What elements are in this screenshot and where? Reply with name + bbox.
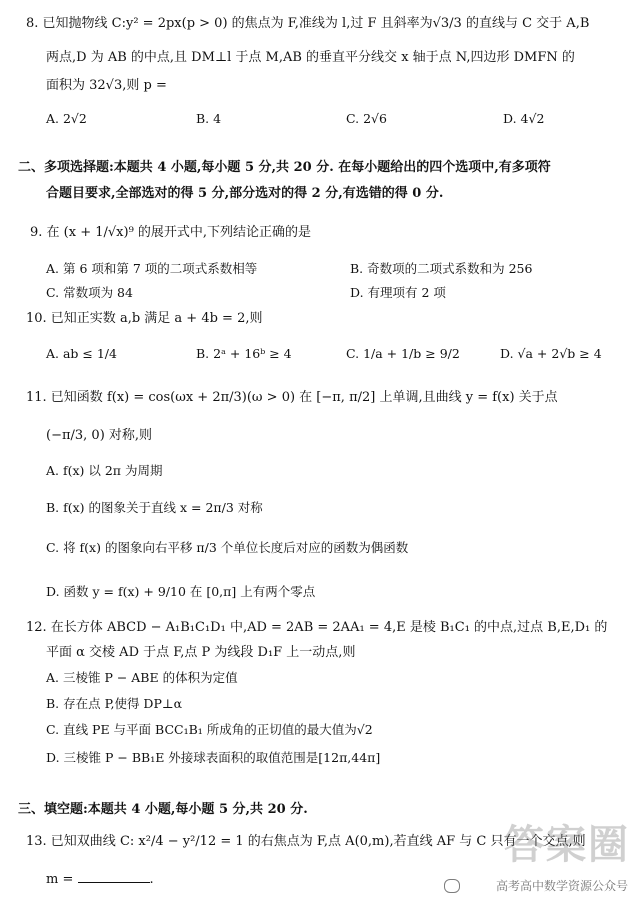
q11-option-c: C. 将 f(x) 的图象向右平移 π/3 个单位长度后对应的函数为偶函数 [46, 540, 409, 555]
q8-line2: 两点,D 为 AB 的中点,且 DM⊥l 于点 M,AB 的垂直平分线交 x 轴于点 N,四边形 DMFN 的 [46, 50, 575, 65]
section2-heading-line1: 二、多项选择题:本题共 4 小题,每小题 5 分,共 20 分. 在每小题给出的四个选项中,有多项符 [18, 160, 551, 175]
q12-option-b: B. 存在点 P,使得 DP⊥α [46, 696, 183, 711]
section3-heading: 三、填空题:本题共 4 小题,每小题 5 分,共 20 分. [18, 802, 308, 817]
q8-option-a: A. 2√2 [46, 111, 87, 126]
q11-line1: 11. 已知函数 f(x) = cos(ωx + 2π/3)(ω > 0) 在 [−π, π/2] 上单调,且曲线 y = f(x) 关于点 [26, 390, 558, 405]
q10-option-c: C. 1/a + 1/b ≥ 9/2 [346, 346, 460, 361]
q8-option-d: D. 4√2 [503, 111, 545, 126]
q10-option-d: D. √a + 2√b ≥ 4 [500, 346, 602, 361]
q13-line1: 13. 已知双曲线 C: x²/4 − y²/12 = 1 的右焦点为 F,点 A(0,m),若直线 AF 与 C 只有一个交点,则 [26, 834, 586, 849]
q10-stem: 10. 已知正实数 a,b 满足 a + 4b = 2,则 [26, 311, 263, 326]
watermark [412, 817, 632, 897]
q13-answer-line: m = . [46, 872, 154, 887]
q13-answer-blank [78, 870, 150, 883]
q12-option-a: A. 三棱锥 P − ABE 的体积为定值 [46, 670, 238, 685]
q8-option-c: C. 2√6 [346, 111, 387, 126]
q9-option-a: A. 第 6 项和第 7 项的二项式系数相等 [46, 261, 258, 276]
q9-option-c: C. 常数项为 84 [46, 285, 133, 300]
q11-option-d: D. 函数 y = f(x) + 9/10 在 [0,π] 上有两个零点 [46, 584, 316, 599]
q8-line3: 面积为 32√3,则 p = [46, 78, 167, 93]
q12-option-c: C. 直线 PE 与平面 BCC₁B₁ 所成角的正切值的最大值为√2 [46, 722, 373, 737]
q10-option-b: B. 2ᵃ + 16ᵇ ≥ 4 [196, 346, 292, 361]
q11-option-b: B. f(x) 的图象关于直线 x = 2π/3 对称 [46, 500, 263, 515]
q12-option-d: D. 三棱锥 P − BB₁E 外接球表面积的取值范围是[12π,44π] [46, 750, 381, 765]
section2-heading-line2: 合题目要求,全部选对的得 5 分,部分选对的得 2 分,有选错的得 0 分. [46, 186, 444, 201]
q8-line1: 8. 已知抛物线 C:y² = 2px(p > 0) 的焦点为 F,准线为 l,过 F 且斜率为√3/3 的直线与 C 交于 A,B [26, 16, 590, 31]
q9-option-d: D. 有理项有 2 项 [350, 285, 446, 300]
q11-option-a: A. f(x) 以 2π 为周期 [46, 463, 163, 478]
q10-option-a: A. ab ≤ 1/4 [46, 346, 117, 361]
q9-stem: 9. 在 (x + 1/√x)⁹ 的展开式中,下列结论正确的是 [30, 225, 312, 240]
q8-option-b: B. 4 [196, 111, 222, 126]
watermark-logo-text: 答案圈 [504, 822, 630, 868]
q11-line2: (−π/3, 0) 对称,则 [46, 428, 153, 443]
q9-option-b: B. 奇数项的二项式系数和为 256 [350, 261, 533, 276]
watermark-account-name: 高考高中数学资源公众号 [495, 878, 628, 893]
q13-line2: m = [46, 872, 74, 887]
q12-line1: 12. 在长方体 ABCD − A₁B₁C₁D₁ 中,AD = 2AB = 2AA₁ = 4,E 是棱 B₁C₁ 的中点,过点 B,E,D₁ 的 [26, 620, 608, 635]
q12-line2: 平面 α 交棱 AD 于点 F,点 P 为线段 D₁F 上一动点,则 [46, 645, 356, 660]
wechat-icon [444, 879, 460, 893]
